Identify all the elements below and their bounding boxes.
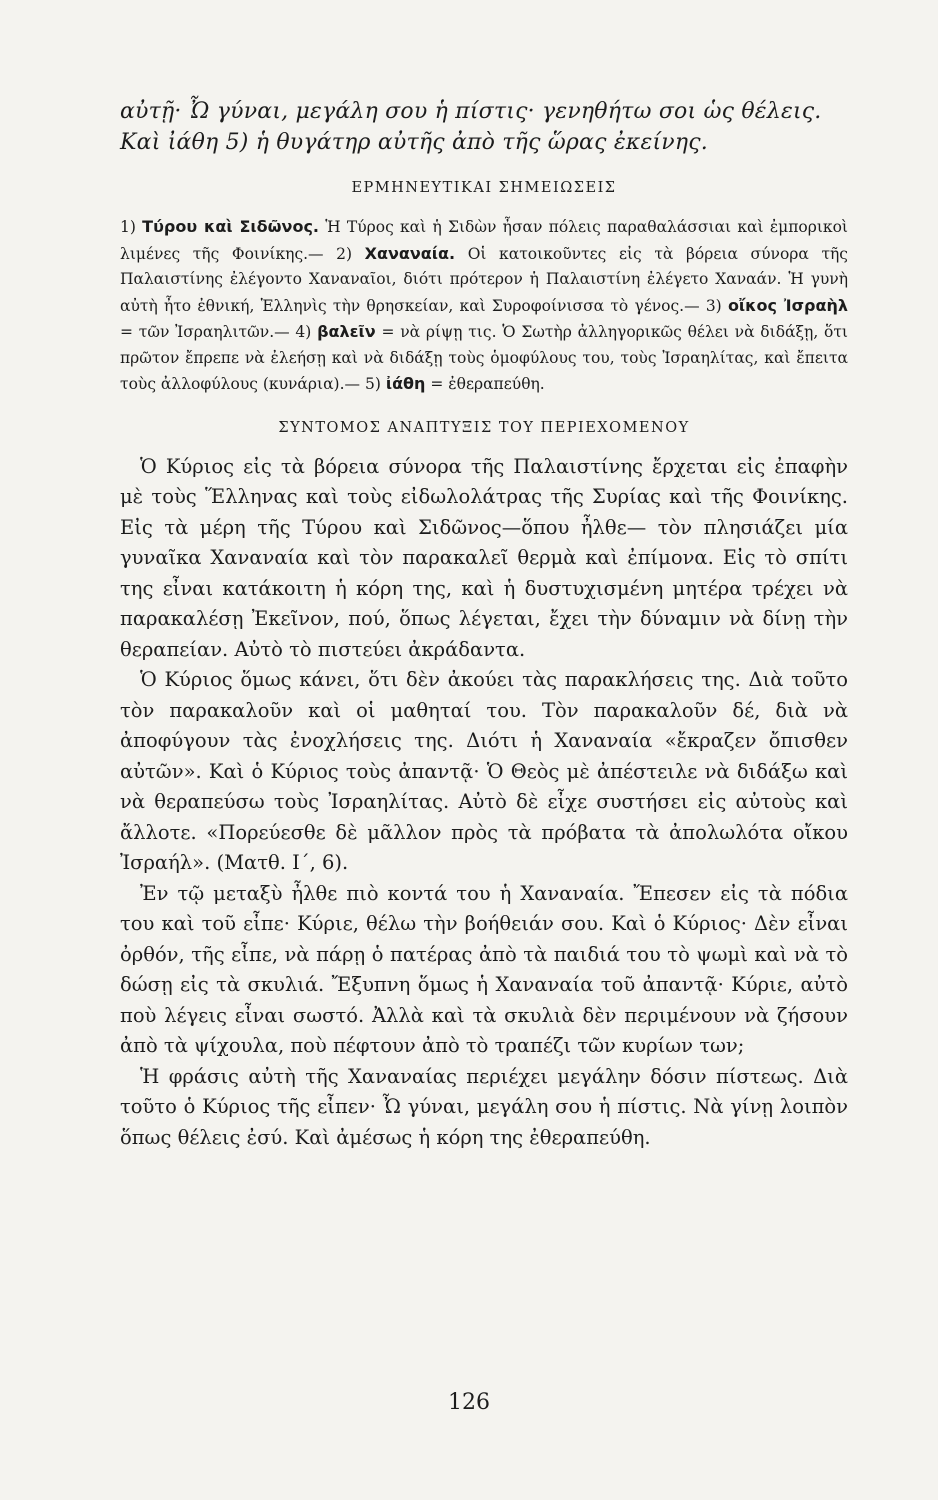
page-content xyxy=(120,96,848,1153)
verse-line-1: αὐτῇ· Ὦ γύναι, μεγάλη σου ἡ πίστις· γενηθήτω σοι ὡς θέλεις. xyxy=(120,99,822,124)
note-3-number: 3) xyxy=(705,296,722,315)
note-4-term: βαλεῖν xyxy=(317,322,376,341)
note-1-number: 1) xyxy=(120,218,136,236)
notes-heading: ΕΡΜΗΝΕΥΤΙΚΑΙ ΣΗΜΕΙΩΣΕΙΣ xyxy=(351,180,617,196)
note-2-text: Οἱ κατοικοῦντες εἰς τὰ βόρεια σύνορα τῆς Παλαιστίνης ἐλέγοντο Χαναναῖοι, διότι πρότερον ἡ Παλαιστίνη ἐλέγετο Χαναάν. Ἡ γυνὴ αὐτὴ ἦτο ἐθνική, Ἑλληνὶς τὴν θρησκείαν, καὶ Συροφοίνισσα τὸ γένος.— xyxy=(120,244,848,315)
verse-line-2: Καὶ ἰάθη 5) ἡ θυγάτηρ αὐτῆς ἀπὸ τῆς ὥρας ἐκείνης. xyxy=(120,130,708,155)
note-5-number: 5) xyxy=(364,375,381,393)
note-5-text: = ἐθεραπεύθη. xyxy=(430,375,545,393)
summary-paragraph-1: Ὁ Κύριος εἰς τὰ βόρεια σύνορα τῆς Παλαιστίνης ἔρχεται εἰς ἐπαφὴν μὲ τοὺς Ἕλληνας καὶ τοὺς εἰδωλολάτρας τῆς Συρίας καὶ τῆς Φοινίκης. Εἰς τὰ μέρη τῆς Τύρου καὶ Σιδῶνος—ὅπου ἦλθε— τὸν πλησιάζει μία γυναῖκα Χαναναία καὶ τὸν παρακαλεῖ θερμὰ καὶ ἐπίμονα. Εἰς τὸ σπίτι της εἶναι κατάκοιτη ἡ κόρη της, καὶ ἡ δυστυχισμένη μητέρα τρέχει νὰ παρακαλέσῃ Ἐκεῖνον, πού, ὅπως λέγεται, ἔχει τὴν δύναμιν νὰ δίνῃ τὴν θεραπείαν. Αὐτὸ τὸ πιστεύει ἀκράδαντα. xyxy=(120,454,848,661)
note-3-term: οἴκος Ἰσραὴλ xyxy=(727,295,848,315)
summary-paragraph-4: Ἡ φράσις αὐτὴ τῆς Χαναναίας περιέχει μεγάλην δόσιν πίστεως. Διὰ τοῦτο ὁ Κύριος τῆς εἶπεν· Ὦ γύναι, μεγάλη σου ἡ πίστις. Νὰ γίνῃ λοιπὸν ὅπως θέλεις ἐσύ. Καὶ ἀμέσως ἡ κόρη της ἐθεραπεύθη. xyxy=(120,1064,848,1149)
page-number: 126 xyxy=(448,1390,490,1415)
note-5-term: ἰάθη xyxy=(385,374,426,393)
note-4-text: = νὰ ρίψῃ τις. Ὁ Σωτὴρ ἀλληγορικῶς θέλει νὰ διδάξῃ, ὅτι πρῶτον ἔπρεπε νὰ ἐλεήσῃ καὶ νὰ διδάξῃ τοὺς ὁμοφύλους του, τοὺς Ἰσραηλίτας, καὶ ἔπειτα τοὺς ἀλλοφύλους (κυνάρια).— xyxy=(120,323,848,393)
note-1-term: Τύρου καὶ Σιδῶνος. xyxy=(142,217,320,236)
summary-paragraph-2: Ὁ Κύριος ὅμως κάνει, ὅτι δὲν ἀκούει τὰς παρακλήσεις της. Διὰ τοῦτο τὸν παρακαλοῦν καὶ οἱ μαθηταί του. Τὸν παρακαλοῦν δέ, διὰ νὰ ἀποφύγουν τὰς ἐνοχλήσεις της. Διότι ἡ Χαναναία «ἔκραζεν ὄπισθεν αὐτῶν». Καὶ ὁ Κύριος τοὺς ἀπαντᾷ· Ὁ Θεὸς μὲ ἀπέστειλε νὰ διδάξω καὶ νὰ θεραπεύσω τοὺς Ἰσραηλίτας. Αὐτὸ δὲ εἶχε συστήσει εἰς αὐτοὺς καὶ ἄλλοτε. «Πορεύεσθε δὲ μᾶλλον πρὸς τὰ πρόβατα τὰ ἀπολωλότα οἴκου Ἰσραήλ». (Ματθ. Ι΄, 6). xyxy=(120,668,848,874)
note-4-number: 4) xyxy=(295,323,312,341)
note-1-text: Ἡ Τύρος καὶ ἡ Σιδὼν ἦσαν πόλεις παραθαλάσσιαι καὶ ἐμπορικοὶ λιμένες τῆς Φοινίκης.— xyxy=(120,218,849,263)
summary-heading: ΣΥΝΤΟΜΟΣ ΑΝΑΠΤΥΞΙΣ ΤΟΥ ΠΕΡΙΕΧΟΜΕΝΟΥ xyxy=(278,419,690,436)
note-2-term: Χαναναία. xyxy=(364,243,456,263)
interpretive-notes xyxy=(120,214,848,398)
summary-paragraph-3: Ἐν τῷ μεταξὺ ἦλθε πιὸ κοντά του ἡ Χαναναία. Ἔπεσεν εἰς τὰ πόδια του καὶ τοῦ εἶπε· Κύριε, θέλω τὴν βοήθειάν σου. Καὶ ὁ Κύριος· Δὲν εἶναι ὀρθόν, τῆς εἶπε, νὰ πάρῃ ὁ πατέρας ἀπὸ τὰ παιδιά του τὸ ψωμὶ καὶ νὰ τὸ δώσῃ εἰς τὰ σκυλιά. Ἔξυπνη ὅμως ἡ Χαναναία τοῦ ἀπαντᾷ· Κύριε, αὐτὸ ποὺ λέγεις εἶναι σωστό. Ἀλλὰ καὶ τὰ σκυλιὰ δὲν περιμένουν νὰ ζήσουν ἀπὸ τὰ ψίχουλα, ποὺ πέφτουν ἀπὸ τὸ τραπέζι τῶν κυρίων των; xyxy=(120,881,848,1057)
note-2-number: 2) xyxy=(336,244,353,263)
note-3-text: = τῶν Ἰσραηλιτῶν.— xyxy=(120,323,290,341)
